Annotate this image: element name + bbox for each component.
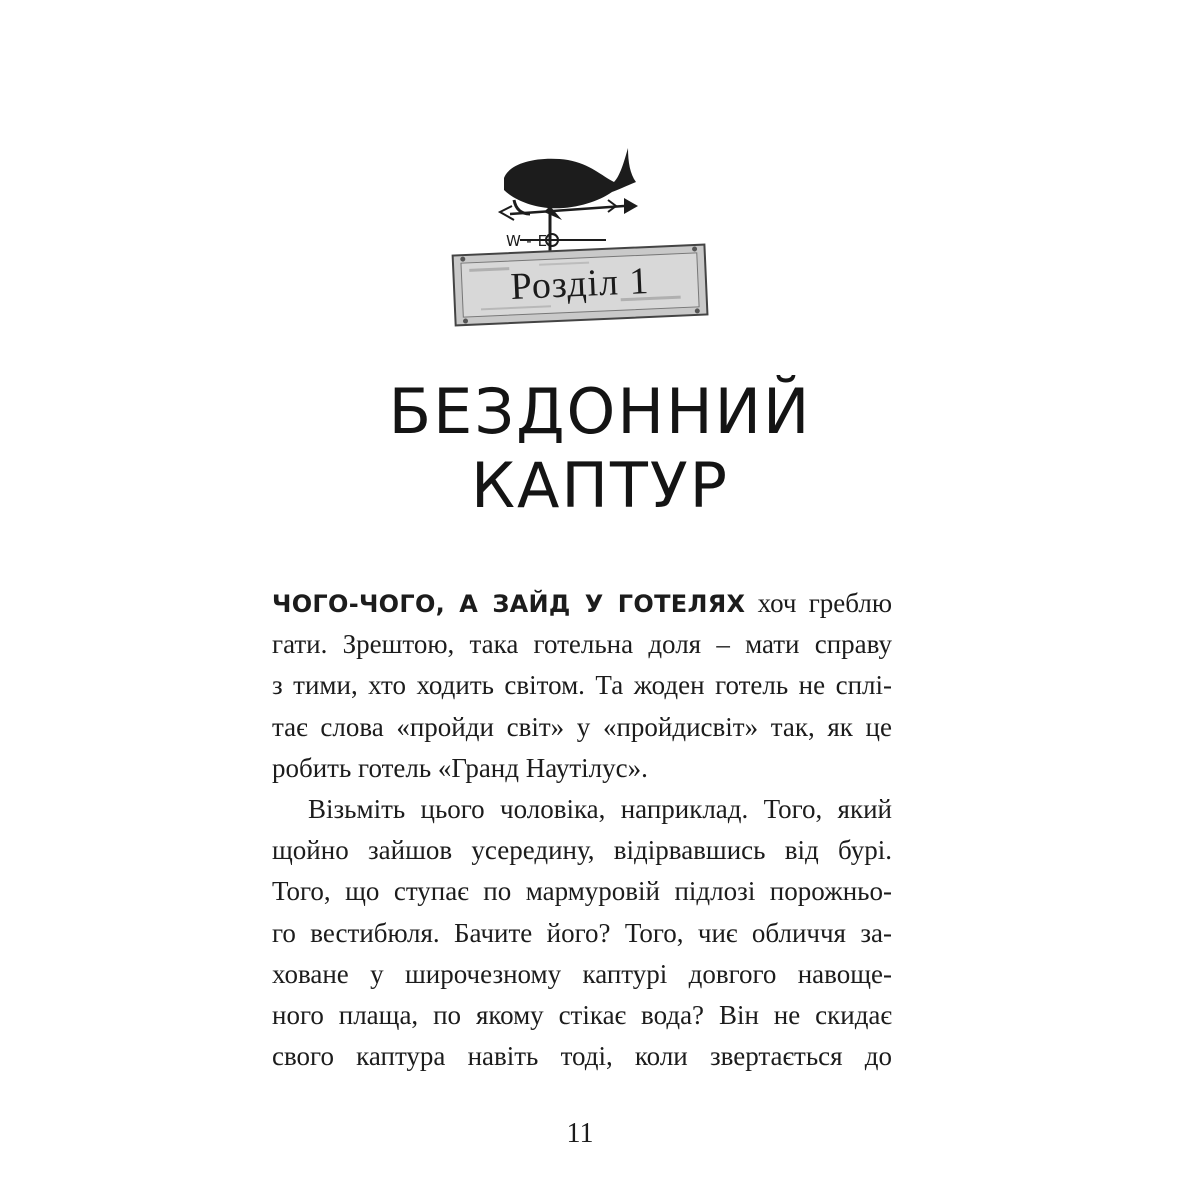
body-line: ного плаща, по якому стікає вода? Він не скидає (272, 999, 892, 1030)
whale-icon (504, 148, 636, 208)
vane-letters: W-E (506, 232, 554, 250)
body-line: свого каптура навіть тоді, коли звертається до (272, 1041, 892, 1072)
chapter-title-line-1: БЕЗДОННИЙ (388, 375, 812, 448)
body-line: робить готель «Гранд Наутілус». (272, 752, 648, 783)
lead-in-text: ЧОГО-ЧОГО, А ЗАЙД У ГОТЕЛЯХ (272, 590, 746, 618)
body-line: Того, що ступає по мармуровій підлозі порожньо- (272, 876, 892, 907)
page-number: 11 (566, 1118, 594, 1149)
body-line (272, 583, 892, 624)
chapter-label: Розділ 1 (509, 259, 651, 309)
body-line: з тими, хто ходить світом. Та жоден готель не сплі- (272, 670, 892, 701)
body-line: тає слова «пройди світ» у «пройдисвіт» так, як це (272, 711, 892, 742)
body-line: щойно зайшов усередину, відірвавшись від бурі. (272, 835, 892, 866)
body-line: го вестибюля. Бачите його? Того, чиє обличчя за- (272, 917, 892, 948)
body-line: ховане у широчезному каптурі довгого навоще- (272, 958, 892, 989)
chapter-body (272, 583, 892, 1077)
body-line: Візьміть цього чоловіка, наприклад. Того, який (308, 793, 892, 824)
body-line: гати. Зрештою, така готельна доля – мати справу (272, 629, 892, 660)
chapter-title-line-2: КАПТУР (470, 449, 730, 522)
chapter-title (200, 375, 1000, 523)
lead-rest-text: хоч греблю (757, 588, 893, 618)
